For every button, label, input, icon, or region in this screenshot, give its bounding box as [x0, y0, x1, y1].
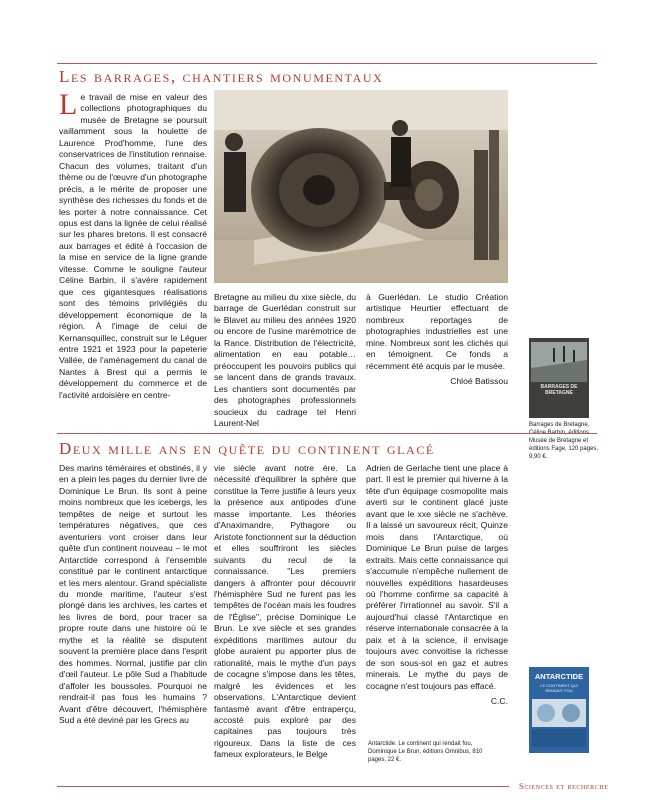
- article-barrages-col2: [214, 292, 356, 429]
- drop-cap: L: [59, 88, 78, 121]
- article-antarctide-col3-text: Adrien de Gerlache tient une place à part. Il est le premier qui hiverne à la tête d'un équipage cosmopolite mais averti sur le continent glacé juste avant que le xxe siècle ne s'achève. Il a laissé un savoureux récit, Quinze mois dans l'Antarctique, où Dominique Le Brun puise de larges extraits. Mais cette connaissance qui s'accumule n'empêche nullement de nouvelles expéditions hasardeuses où l'homme confirme sa capacité à préférer l'irrationnel au savoir. S'il a aujourd'hui classé l'Antarctique en réserve internationale consacrée à la paix et à la science, il envisage toujours avec convoitise la richesse de son sous-sol en gaz et autres minerais. Le mythe du pays de cocagne n'est toujours pas effacé.: [366, 463, 508, 691]
- heading-rule-top: [57, 63, 597, 64]
- book-cover-barrages: [529, 338, 589, 418]
- article-antarctide-col1: [59, 463, 207, 726]
- book-cover-barrages-image: [529, 338, 589, 418]
- turbine-photo: [214, 90, 508, 283]
- section-heading-antarctide: Deux mille ans en quête du continent glacé: [59, 439, 435, 458]
- article-antarctide-col2-text: vie siècle avant notre ère. La nécessité d'équilibrer la sphère que constitue la Terre justifie à leurs yeux la présence aux antipodes d'une masse importante. Les théories d'Anaximandre, Pythagore ou Aristote fonctionnent sur la déduction et elles souffriront les siècles suivants du recul de la connaissance. "Les premiers dangers à affronter pour découvrir l'hémisphère Sud ne furent pas les tempêtes de l'océan mais les foudres de l'Église", précise Dominique Le Brun. Le xve siècle et ses grandes expéditions maritimes autour du globe auraient pu apporter plus de rationalité, mais le mythe d'un pays de cocagne s'impose dans les têtes, malgré les évidences et les observations. L'Antarctique devient fantasmé avant d'être entraperçu, accosté puis exploré par des capitaines pas toujours très rigoureux. Dans la liste de ces fameux explorateurs, le Belge: [214, 463, 356, 760]
- article-antarctide-col3: [366, 463, 508, 708]
- article-barrages-col2-text: Bretagne au milieu du xixe siècle, du barrage de Guerlédan construit sur le Blavet au milieu des années 1920 ou encore de l'usine marémotrice de la Rance. Distribution de l'électricité, alimentation en eau potable… préoccupent les pouvoirs publics qui se lancent dans de grands travaux. Les chantiers sont documentés par des photographes professionnels soucieux du cadrage tel Henri Laurent-Nel: [214, 292, 356, 428]
- heading-rule-middle: [57, 433, 597, 434]
- book-cover-antarctide-subtitle: LE CONTINENT QUI RENDAIT FOU: [540, 683, 578, 693]
- book-cover-barrages-title: BARRAGES DE BRETAGNE: [540, 384, 578, 396]
- article-antarctide-col2: [214, 463, 356, 761]
- article-barrages-col1-text: e travail de mise en valeur des collections photographiques du musée de Bretagne se poursuit vaillamment sous la houlette de Laurence Prod'homme, l'une des conservatrices de l'institution rennaise. Chacun des volumes, traitant d'un thème ou de l'œuvre d'un photographe précis, a le mérite de proposer une synthèse des richesses du fonds et de les porter à notre connaissance. Cet opus est dans la lignée de celui réalisé sur les phares bretons. Il est consacré aux barrages et édité à l'occasion de la mise en service de la ligne grande vitesse. Comme le souligne l'auteur Céline Barbin, il s'avère rapidement que ces gigantesques réalisations sont des témoins privilégiés du développement économique de la région. À l'image de celui de Kernansquillec, construit sur le Léguer entre 1921 et 1923 pour la papeterie Vallée, de l'aménagement du canal de Nantes à Brest qui a permis le développement du commerce et de l'activité ardoisière en centre-: [59, 92, 207, 400]
- book-cover-antarctide: [529, 667, 589, 753]
- article-antarctide-col1-text: Des marins téméraires et obstinés, il y en a plein les pages du dernier livre de Dominique Le Brun. Ils sont à peine moins nombreux que les icebergs, les tempêtes de neige et surtout les températures négatives, que ces aventuriers vont croiser dans leur quête d'un continent nouveau – le mot Antarctide correspond à l'ensemble constitué par le continent antarctique et les mers alentour. Grand spécialiste du monde maritime, l'auteur s'est plongé dans les archives, les cartes et les livres de bord, pour tracer sa propre route dans une histoire où le mythe et la réalité se disputent souvent la première place dans l'esprit des hommes. Normal, justifie par clin d'œil l'auteur. Le pôle Sud a l'habitude d'affoler les boussoles. Pourquoi ne rendrait-il pas fous les humains ? Avant d'être découvert, l'hémisphère Sud a été deviné par les Grecs au: [59, 463, 207, 725]
- book-caption-antarctide: Antarctide. Le continent qui rendait fou, Dominique Le Brun, éditions Omnibus, 810 pages, 22 €.: [368, 741, 483, 763]
- signature-antarctide: C.C.: [490, 696, 508, 707]
- signature-barrages: Chloé Batissou: [450, 376, 508, 387]
- book-caption-barrages: Barrages de Bretagne, Céline Barbin, éditions Musée de Bretagne et éditions Fage, 120 pages, 9,90 €.: [529, 422, 599, 460]
- footer-rule: [57, 786, 509, 787]
- article-barrages-col1: [59, 88, 207, 401]
- section-heading-barrages: Les barrages, chantiers monumentaux: [59, 67, 384, 86]
- article-barrages-col3: [366, 292, 508, 388]
- book-cover-antarctide-title: ANTARCTIDE: [534, 672, 584, 681]
- article-barrages-col3-text: à Guerlédan. Le studio Création artistique Heurtier effectuant de nombreux reportages de photographies industrielles est une mine. Nombreux sont les clichés qui en témoignent. Ce fonds a récemment été acquis par le musée.: [366, 292, 508, 371]
- footer-section-label: Sciences et recherche: [519, 781, 609, 791]
- turbine-photo-illustration: [214, 90, 508, 283]
